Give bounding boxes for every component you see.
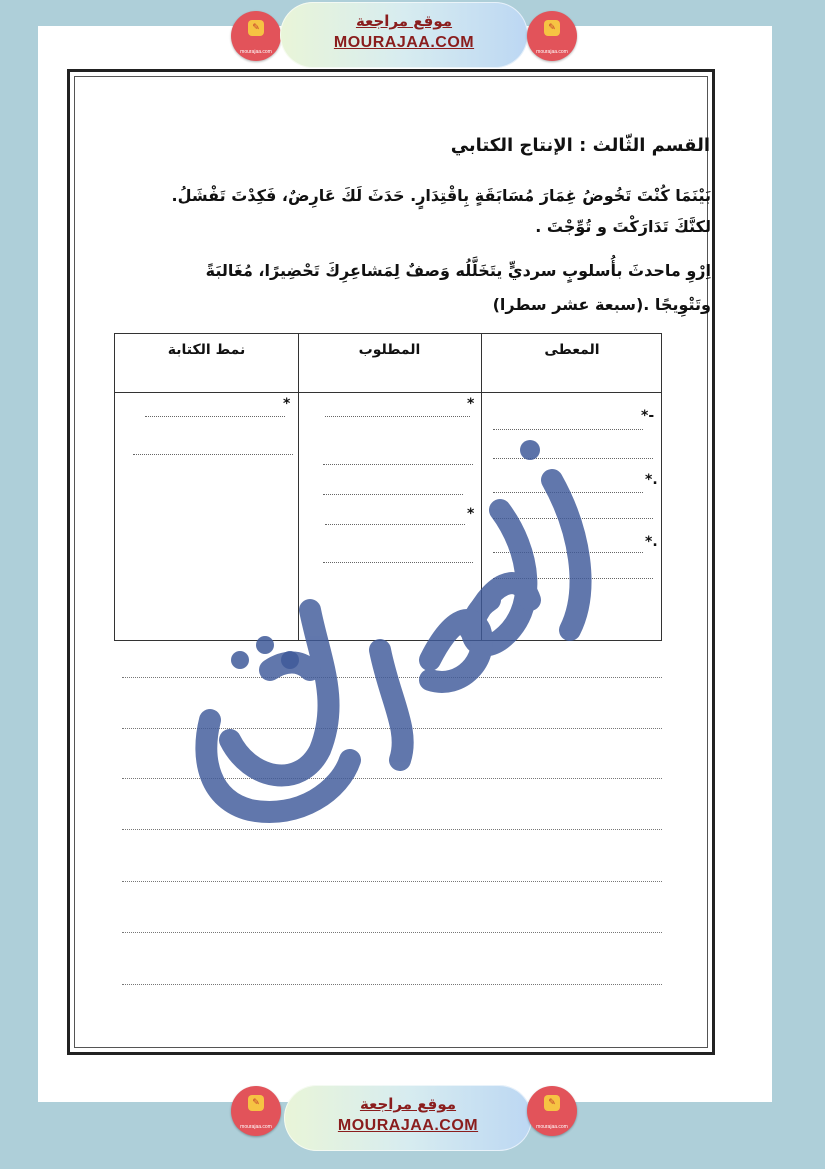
table-mark: *	[283, 396, 291, 412]
answer-line[interactable]	[133, 454, 293, 455]
table-column-divider	[481, 334, 482, 640]
site-logo-left-top	[231, 11, 281, 61]
table-mark: *.	[645, 472, 658, 488]
book-icon: ✎	[248, 20, 264, 36]
badge-label: mourajaa.com	[536, 49, 568, 55]
answer-line[interactable]	[325, 524, 465, 525]
site-name-latin[interactable]: MOURAJAA.COM	[333, 34, 475, 51]
task-paragraph	[131, 254, 711, 322]
site-name-latin[interactable]: MOURAJAA.COM	[337, 1117, 479, 1134]
answer-line[interactable]	[145, 416, 285, 417]
site-logo-left-bottom	[231, 1086, 281, 1136]
answer-line[interactable]	[325, 416, 470, 417]
task-line: اِرْوِ ماحدثَ بأُسلوبٍ سرديٍّ يتَخَلَّلُه وَصفٌ لِمَشاعِرِكَ تَحْضِيرًا، مُغَالبَةً	[205, 261, 711, 280]
table-header-divider	[115, 392, 661, 393]
answer-line[interactable]	[493, 578, 653, 579]
prompt-line: بَيْنَمَا كُنْتَ تَخُوضُ غِمَارَ مُسَابَقَةٍ بِاقْتِدَارٍ. حَدَثَ لَكَ عَارِضٌ، فَكِدْتَ تَفْشَلُ.	[171, 186, 711, 205]
badge-label: mourajaa.com	[240, 1124, 272, 1130]
answer-line[interactable]	[493, 552, 643, 553]
book-icon: ✎	[544, 20, 560, 36]
answer-line[interactable]	[323, 464, 473, 465]
badge-label: mourajaa.com	[240, 49, 272, 55]
answer-line[interactable]	[323, 494, 463, 495]
site-name-arabic[interactable]: موقع مراجعة	[359, 1095, 457, 1113]
table-mark: *-	[641, 408, 655, 424]
table-mark: *.	[645, 534, 658, 550]
book-icon: ✎	[248, 1095, 264, 1111]
answer-line[interactable]	[493, 518, 653, 519]
table-column-divider	[298, 334, 299, 640]
prompt-line: لكنَّكَ تَدَارَكْتَ و تُوِّجْتَ .	[535, 217, 711, 236]
site-banner-bottom[interactable]	[284, 1085, 532, 1151]
writing-line[interactable]	[122, 881, 662, 882]
writing-line[interactable]	[122, 677, 662, 678]
site-logo-right-top	[527, 11, 577, 61]
writing-line[interactable]	[122, 728, 662, 729]
writing-line[interactable]	[122, 932, 662, 933]
site-name-arabic[interactable]: موقع مراجعة	[355, 12, 453, 30]
prompt-paragraph	[131, 180, 711, 242]
answer-line[interactable]	[493, 492, 643, 493]
table-header-style: نمط الكتابة	[167, 342, 246, 358]
writing-line[interactable]	[122, 829, 662, 830]
table-header-given: المعطى	[544, 342, 600, 358]
table-header-required: المطلوب	[358, 342, 421, 358]
writing-line[interactable]	[122, 984, 662, 985]
table-mark: *	[467, 396, 475, 412]
badge-label: mourajaa.com	[536, 1124, 568, 1130]
answer-line[interactable]	[493, 429, 643, 430]
planning-table	[114, 333, 662, 641]
book-icon: ✎	[544, 1095, 560, 1111]
site-banner-top[interactable]	[280, 2, 528, 68]
answer-line[interactable]	[493, 458, 653, 459]
section-title: القسم الثّالث : الإنتاج الكتابي	[450, 135, 710, 156]
table-mark: *	[467, 506, 475, 522]
writing-line[interactable]	[122, 778, 662, 779]
site-logo-right-bottom	[527, 1086, 577, 1136]
answer-line[interactable]	[323, 562, 473, 563]
task-line: وتَتْوِيجًا .(سبعة عشر سطرا)	[492, 295, 711, 314]
